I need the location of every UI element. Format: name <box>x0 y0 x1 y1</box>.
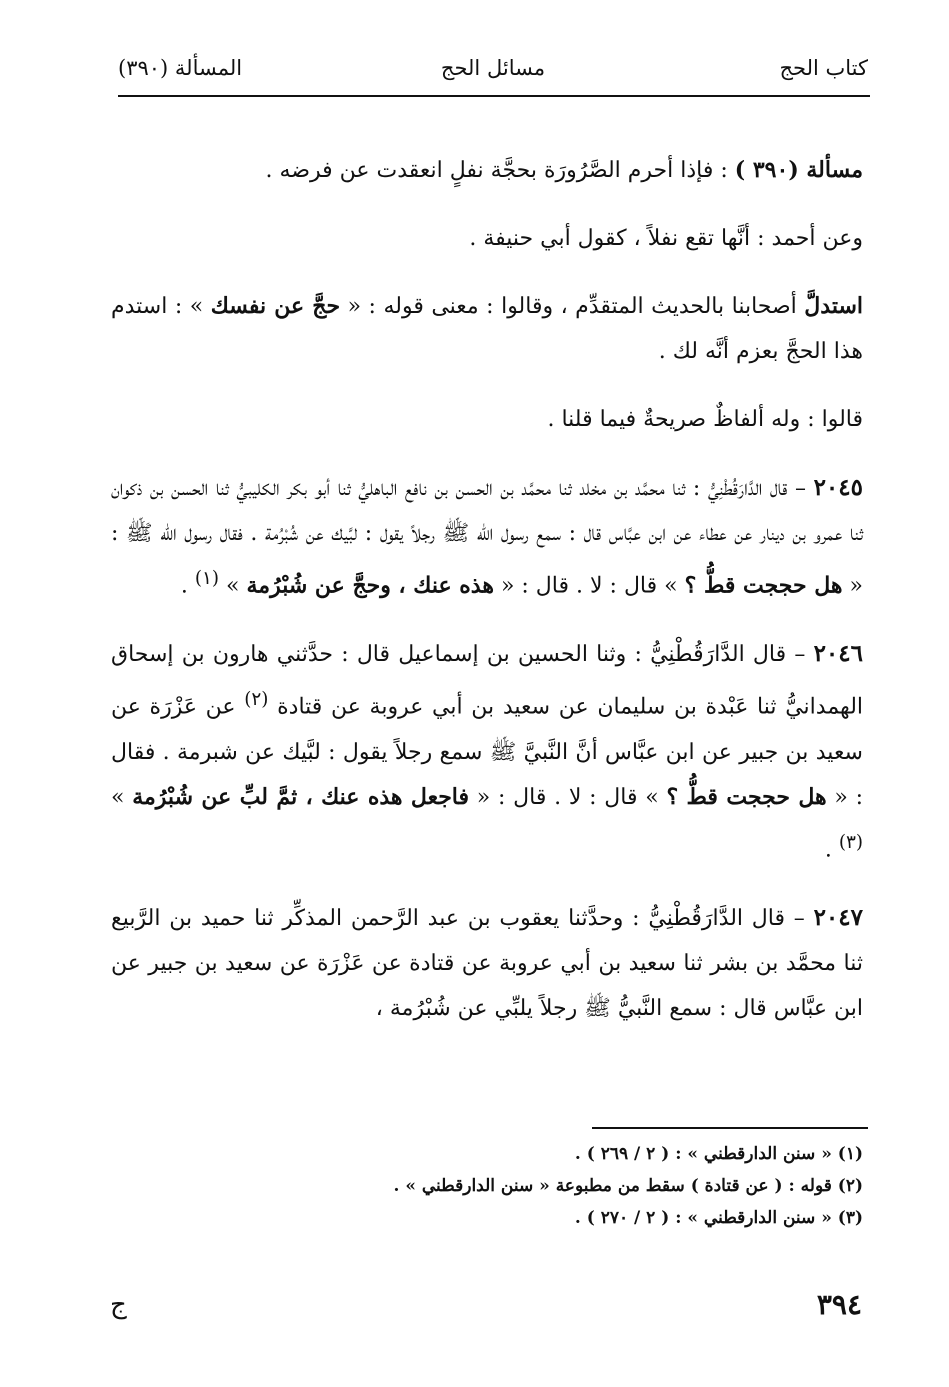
issue-statement <box>111 148 863 193</box>
hadith-2047 <box>111 895 863 1031</box>
hadith-text: » قال : لا . قال : « <box>500 573 678 599</box>
hadith-end: . <box>180 573 188 599</box>
footnote: (١) « سنن الدارقطني » : ( ٢ / ٢٦٩ ) . <box>574 1144 863 1164</box>
hadith-quote: هل حججت قطُّ ؟ <box>666 783 827 810</box>
signature-mark: ج <box>110 1290 127 1320</box>
footnote-marker: (٢) <box>244 689 269 711</box>
hadith-end: . <box>824 836 832 862</box>
hadith-number: ٢٠٤٧ <box>813 903 863 931</box>
ahmad-opinion: وعن أحمد : أنَّها تقع نفلاً ، كقول أبي حنيفة . <box>469 226 863 251</box>
evidence-tail: » : استدم هذا الحجَّ بعزم أنَّه لك . <box>111 294 863 364</box>
page-number: ٣٩٤ <box>816 1288 862 1321</box>
evidence-paragraph <box>111 284 863 374</box>
footnote-marker: (٣) <box>838 831 863 853</box>
evidence-lead: استدلَّ <box>804 293 864 319</box>
their-statement: قالوا : وله ألفاظٌ صريحةٌ فيما قلنا . <box>547 407 863 432</box>
hadith-text: – قال الدَّارَقُطْنِيُّ : ثنا محمَّد بن مخلد ثنا محمَّد بن الحسن بن نافع الباهليُّ ثنا أبو بكر الكليبيُّ ثنا الحسن بن ذكوان ثنا عمرو بن دينار عن عطاء عن ابن عبَّاس قال : سمع رسول الله ﷺ رجلاً يقول : لبَّيك عن شُبْرُمة . فقال رسول الله ﷺ : « <box>111 476 863 599</box>
hadith-quote: هذه عنك ، وحجَّ عن شُبْرُمة <box>246 572 494 599</box>
evidence-quote: حجَّ عن نفسك <box>210 293 341 319</box>
footnote-divider <box>592 1127 868 1129</box>
header-divider <box>118 95 870 97</box>
hadith-text: – قال الدَّارَقُطْنِيُّ : وحدَّثنا يعقوب بن عبد الرَّحمن المذكِّر ثنا حميد بن الرَّبيع ثنا محمَّد بن بشر ثنا سعيد بن أبي عروبة عن قتادة عن عَزْرَة عن سعيد بن جبير عن ابن عبَّاس قال : سمع النَّبيُّ ﷺ رجلاً يلبِّي عن شُبْرُمة ، <box>111 905 863 1021</box>
hadith-text: » قال : لا . قال : « <box>476 784 659 810</box>
hadith-text: – قال الدَّارَقُطْنِيُّ : وثنا الحسين بن إسماعيل قال : حدَّثني هارون بن إسحاق الهمدانيُّ ثنا عَبْدة بن سليمان عن سعيد بن أبي عروبة عن قتادة <box>111 642 864 720</box>
hadith-2045 <box>111 465 863 608</box>
hadith-number: ٢٠٤٥ <box>813 474 863 501</box>
header-book-title: كتاب الحج <box>779 56 868 80</box>
footnotes <box>111 1138 863 1234</box>
footnote-marker: (١) <box>194 568 220 589</box>
main-text <box>111 148 863 1031</box>
header-issue-number: المسألة (٣٩٠) <box>118 56 243 80</box>
issue-text: : فإذا أحرم الصَّرُورَة بحجَّة نفلٍ انعقدت عن فرضه . <box>265 158 728 183</box>
hadith-text: » <box>226 573 240 599</box>
hadith-text: » <box>111 784 125 810</box>
hadith-quote: فاجعل هذه عنك ، ثمَّ لبِّ عن شُبْرُمة <box>132 783 470 810</box>
footnote: (٣) « سنن الدارقطني » : ( ٢ / ٢٧٠ ) . <box>574 1208 863 1228</box>
hadith-quote: هل حججت قطُّ ؟ <box>684 572 843 599</box>
footnote: (٢) قوله : ( عن قتادة ) سقط من مطبوعة « سنن الدارقطني » . <box>393 1176 863 1196</box>
running-header <box>118 52 868 86</box>
hadith-number: ٢٠٤٦ <box>813 640 863 668</box>
issue-title: مسألة (٣٩٠ ) <box>734 157 863 183</box>
hadith-text: عن عَزْرَة عن سعيد بن جبير عن ابن عبَّاس أنَّ النَّبيَّ ﷺ سمع رجلاً يقول : لبَّيك عن شبرمة . فقال : « <box>111 694 863 810</box>
header-section-title: مسائل الحج <box>440 56 546 80</box>
evidence-text: أصحابنا بالحديث المتقدِّم ، وقالوا : معنى قوله : « <box>347 294 797 319</box>
hadith-2046 <box>111 631 863 872</box>
